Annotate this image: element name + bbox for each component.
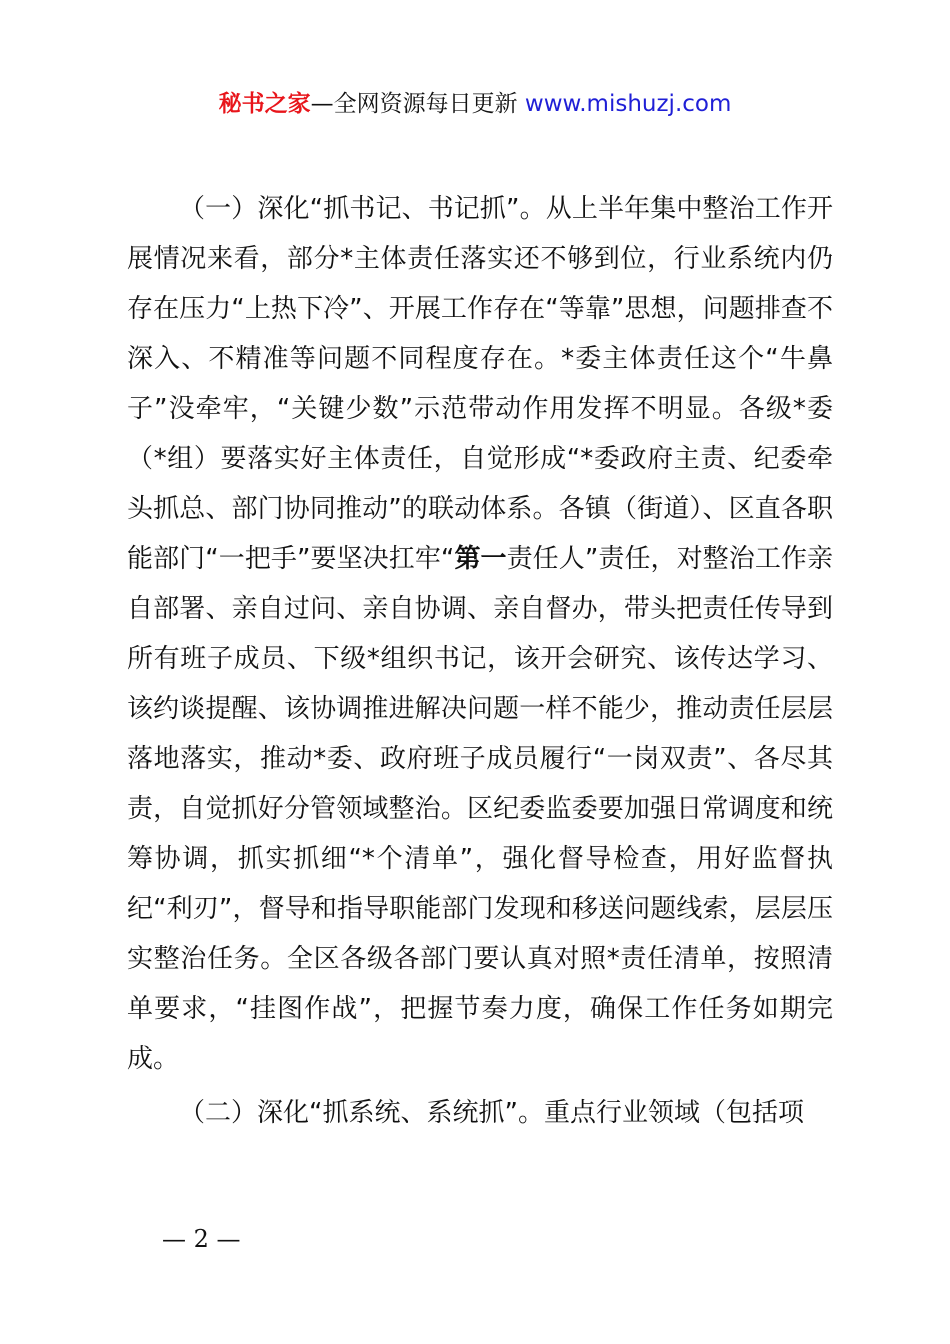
paragraph-one-text-b: 责任人”责任，对整治工作亲自部署、亲自过问、亲自协调、亲自督办，带头把责任传导到所有班子成员、下级*组织书记，该开会研究、该传达学习、该约谈提醒、该协调推进解决问题一样不能少，推动责任层层落地落实，推动*委、政府班子成员履行“一岗双责”、各尽其责，自觉抓好分管领域整治。区纪委监委要加强日常调度和统筹协调，抓实抓细“*个清单”，强化督导检查，用好监督执纪“利刃”，督导和指导职能部门发现和移送问题线索，层层压实整治任务。全区各级各部门要认真对照*责任清单，按照清单要求，“挂图作战”，把握节奏力度，确保工作任务如期完成。	[127, 544, 833, 1074]
paragraph-one-text-a: （一）深化“抓书记、书记抓”。从上半年集中整治工作开展情况来看，部分*主体责任落实还不够到位，行业系统内仍存在压力“上热下冷”、开展工作存在“等靠”思想，问题排查不深入、不精准等问题不同程度存在。*委主体责任这个“牛鼻子”没牵牢，“关键少数”示范带动作用发挥不明显。各级*委（*组）要落实好主体责任，自觉形成“*委政府主责、纪委牵头抓总、部门协同推动”的联动体系。各镇（街道）、区直各职能部门“一把手”要坚决扛牢“	[127, 194, 833, 574]
site-url-link[interactable]: www.mishuzj.com	[524, 91, 732, 117]
page-number: — 2 —	[162, 1225, 241, 1253]
paragraph-one	[127, 184, 833, 1084]
site-header	[0, 88, 950, 120]
paragraph-two: （二）深化“抓系统、系统抓”。重点行业领域（包括项	[179, 1098, 804, 1128]
brand-name: 秘书之家	[218, 91, 311, 117]
header-tagline: —全网资源每日更新	[310, 91, 525, 117]
paragraph-one-emphasis: 第一	[454, 544, 507, 574]
